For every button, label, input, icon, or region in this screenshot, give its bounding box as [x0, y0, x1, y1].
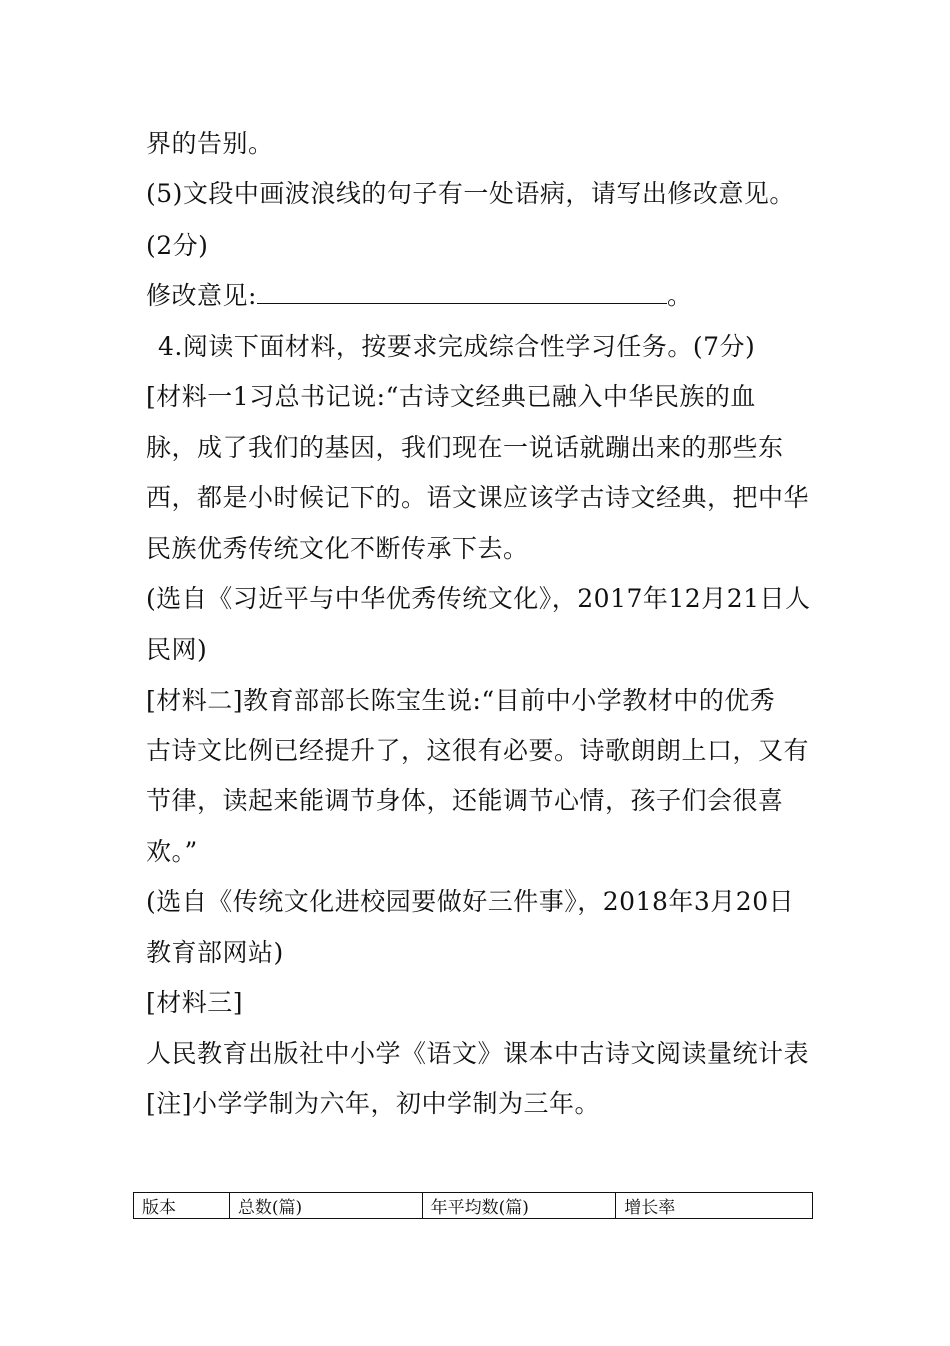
material-1-line-4: 民族优秀传统文化不断传承下去。 — [146, 534, 529, 563]
material-2-line-3: 节律，读起来能调节身体，还能调节心情，孩子们会很喜 — [146, 786, 784, 815]
question-5-prompt: (5)文段中画波浪线的句子有一处语病，请写出修改意见。 — [146, 179, 795, 208]
table-header-cell: 增长率 — [616, 1193, 813, 1219]
material-1-line-2: 脉，成了我们的基因，我们现在一说话就蹦出来的那些东 — [146, 433, 784, 462]
material-3-heading: [材料三] — [146, 988, 244, 1017]
revision-end-mark: 。 — [666, 281, 693, 310]
material-1-source-2: 民网) — [146, 635, 208, 664]
table-header-cell: 版本 — [134, 1193, 230, 1219]
statistics-table — [133, 1192, 813, 1219]
question-5-score: (2分) — [146, 231, 209, 260]
material-2-source-1: (选自《传统文化进校园要做好三件事》，2018年3月20日 — [146, 887, 795, 916]
material-2-line-1: [材料二]教育部部长陈宝生说:“目前中小学教材中的优秀 — [146, 686, 776, 715]
material-2-source-2: 教育部网站) — [146, 938, 284, 967]
material-1-line-1: [材料一1习总书记说:“古诗文经典已融入中华民族的血 — [146, 382, 756, 411]
answer-blank[interactable] — [257, 281, 667, 304]
material-2-line-4: 欢。” — [146, 837, 198, 866]
material-1-source-1: (选自《习近平与中华优秀传统文化》，2017年12月21日人 — [146, 584, 811, 613]
table-header-cell: 总数(篇) — [229, 1193, 422, 1219]
text-line: 界的告别。 — [146, 129, 274, 158]
table-caption: 人民教育出版社中小学《语文》课本中古诗文阅读量统计表 — [146, 1039, 810, 1068]
table-header-cell: 年平均数(篇) — [422, 1193, 616, 1219]
revision-label: 修改意见: — [146, 281, 257, 310]
question-4-prompt: 4.阅读下面材料，按要求完成综合性学习任务。(7分) — [158, 332, 756, 361]
table-note: [注]小学学制为六年，初中学制为三年。 — [146, 1089, 601, 1118]
material-2-line-2: 古诗文比例已经提升了，这很有必要。诗歌朗朗上口，又有 — [146, 736, 810, 765]
table-header-row — [134, 1193, 813, 1219]
revision-answer-line — [146, 279, 692, 313]
material-1-line-3: 西，都是小时候记下的。语文课应该学古诗文经典，把中华 — [146, 483, 810, 512]
